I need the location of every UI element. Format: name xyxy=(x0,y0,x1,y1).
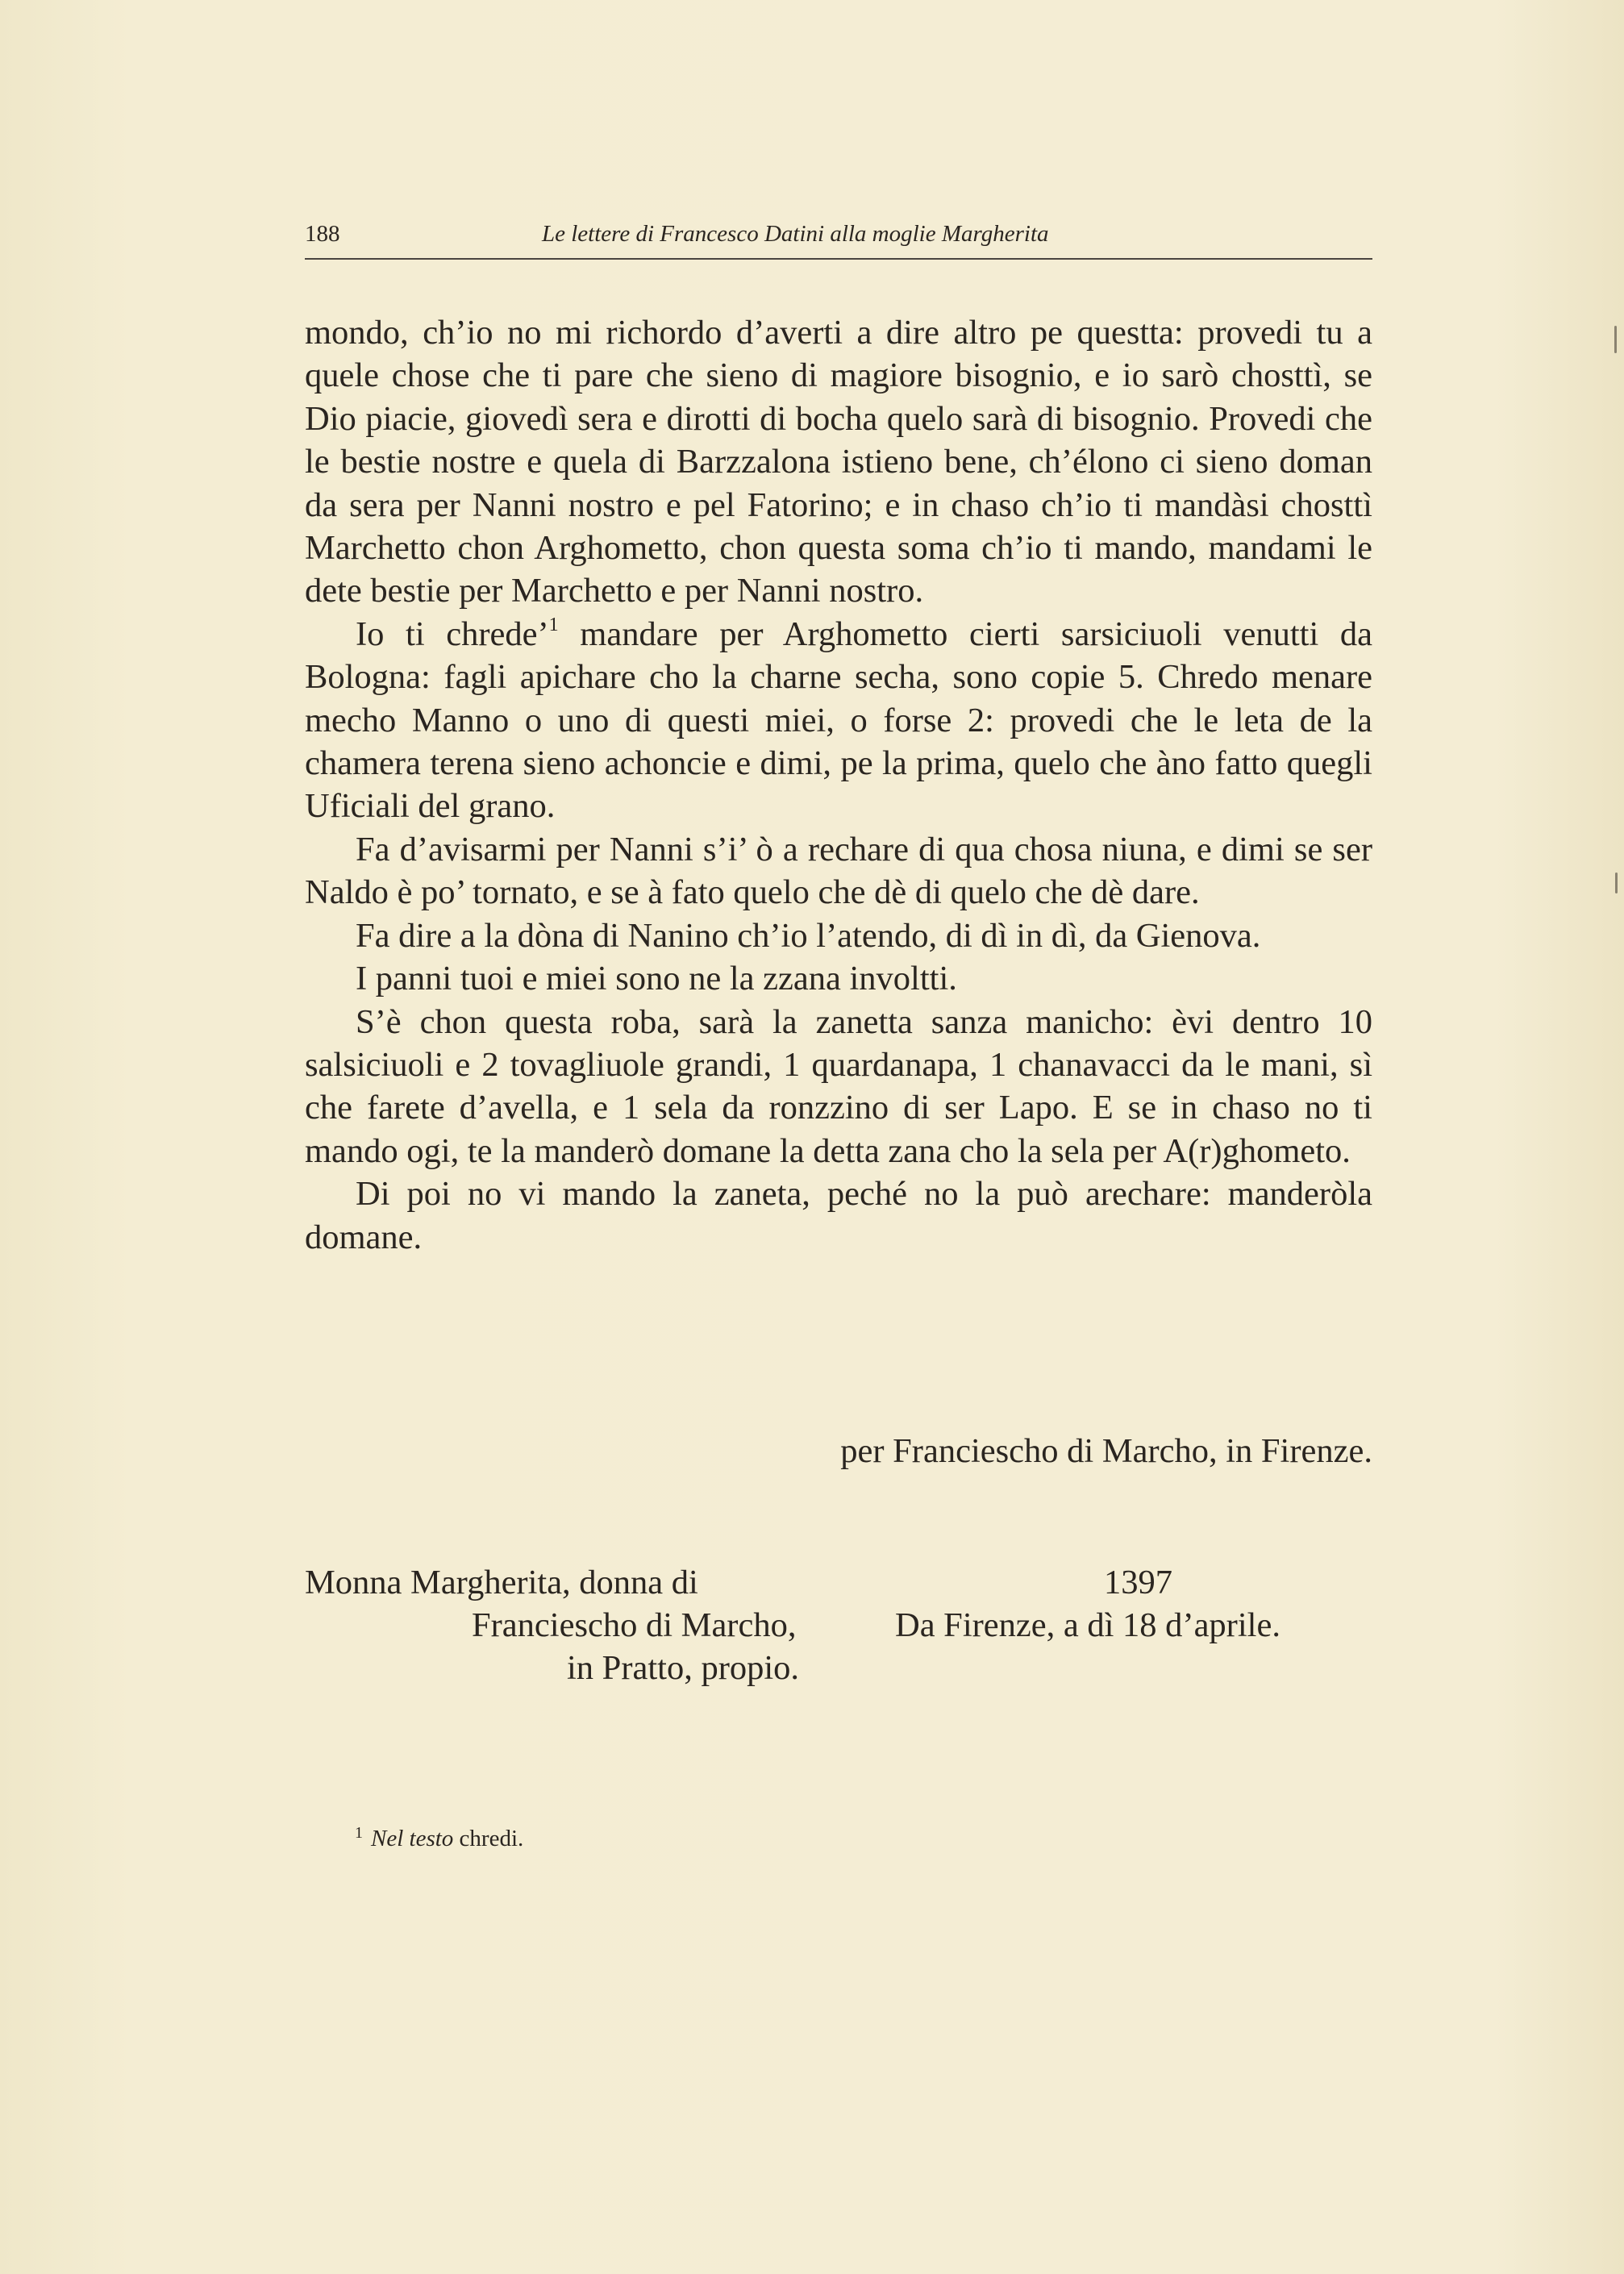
footnote-reference[interactable]: 1 xyxy=(548,614,559,635)
footnote-label: Nel testo xyxy=(371,1826,454,1851)
address-line-1: Monna Margherita, donna di xyxy=(305,1564,698,1601)
paragraph-text: Fa d’avisarmi per Nanni s’i’ ò a rechare di qua chosa niuna, e dimi se ser Naldo è po’ tornato, e se à fato quelo che dè di quelo che dè dare. xyxy=(305,830,1372,912)
paragraph-5 xyxy=(305,957,1372,1000)
running-title: Le lettere di Francesco Datini alla moglie Margherita xyxy=(542,221,1049,247)
paragraph-6 xyxy=(305,1001,1372,1173)
dateline-place-date: Da Firenze, a dì 18 d’aprile. xyxy=(895,1606,1280,1644)
paragraph-text: mondo, ch’io no mi richordo d’averti a dire altro pe questta: provedi tu a quele chose che ti pare che sieno di magiore bisognio, e io sarò chosttì, se Dio piacie, giovedì sera e dirotti di bocha quelo sarà di bisognio. Provedi che le bestie nostre e quela di Barzzalona istieno bene, ch’élono ci sieno doman da sera per Nanni nostro e pel Fatorino; e in chaso ch’io ti mandàsi chosttì Marchetto chon Arghometto, chon questa soma ch’io ti mando, mandami le dete bestie per Marchetto e per Nanni nostro. xyxy=(305,314,1372,610)
address-line-2: Franciescho di Marcho, xyxy=(472,1606,797,1644)
page-number: 188 xyxy=(305,221,340,247)
footnote-number: 1 xyxy=(355,1824,363,1842)
footnote xyxy=(355,1824,523,1853)
dateline-year: 1397 xyxy=(1104,1564,1172,1601)
paragraph-1 xyxy=(305,311,1372,613)
paragraph-text: I panni tuoi e miei sono ne la zzana involtti. xyxy=(356,960,957,998)
paragraph-text: S’è chon questa roba, sarà la zanetta sanza manicho: èvi dentro 10 salsiciuoli e 2 tovagliuole grandi, 1 quardanapa, 1 chanavacci da le mani, sì che farete d’avella, e 1 sela da ronzzino di ser Lapo. E se in chaso no ti mando ogi, te la manderò domane la detta zana cho la sela per A(r)ghometo. xyxy=(305,1002,1372,1170)
paragraph-text: mandare per Arghometto cierti sarsiciuoli venutti da Bologna: fagli apichare cho la charne secha, sono copie 5. Chredo menare mecho Manno o uno di questi miei, o forse 2: provedi che le leta de la chamera terena sieno achoncie e dimi, pe la prima, quelo che àno fatto quegli Uficiali del grano. xyxy=(305,614,1373,826)
page-edge-mark-middle xyxy=(1615,873,1618,893)
page-edge-mark-top xyxy=(1614,326,1617,353)
paragraph-text: Fa dire a la dòna di Nanino ch’io l’atendo, di dì in dì, da Gienova. xyxy=(356,916,1261,955)
signature-line: per Franciescho di Marcho, in Firenze. xyxy=(840,1432,1372,1470)
paragraph-3 xyxy=(305,828,1372,914)
paragraph-7 xyxy=(305,1172,1372,1259)
footnote-text: chredi. xyxy=(453,1826,524,1851)
paragraph-text: Di poi no vi mando la zaneta, peché no la può arechare: manderòla domane. xyxy=(305,1175,1372,1256)
letter-body xyxy=(305,311,1372,1259)
paragraph-4 xyxy=(305,914,1372,957)
paragraph-text: Io ti chrede’ xyxy=(356,614,549,653)
address-line-3: in Pratto, propio. xyxy=(567,1649,800,1687)
paragraph-2 xyxy=(305,613,1372,828)
page-header xyxy=(305,218,1372,260)
